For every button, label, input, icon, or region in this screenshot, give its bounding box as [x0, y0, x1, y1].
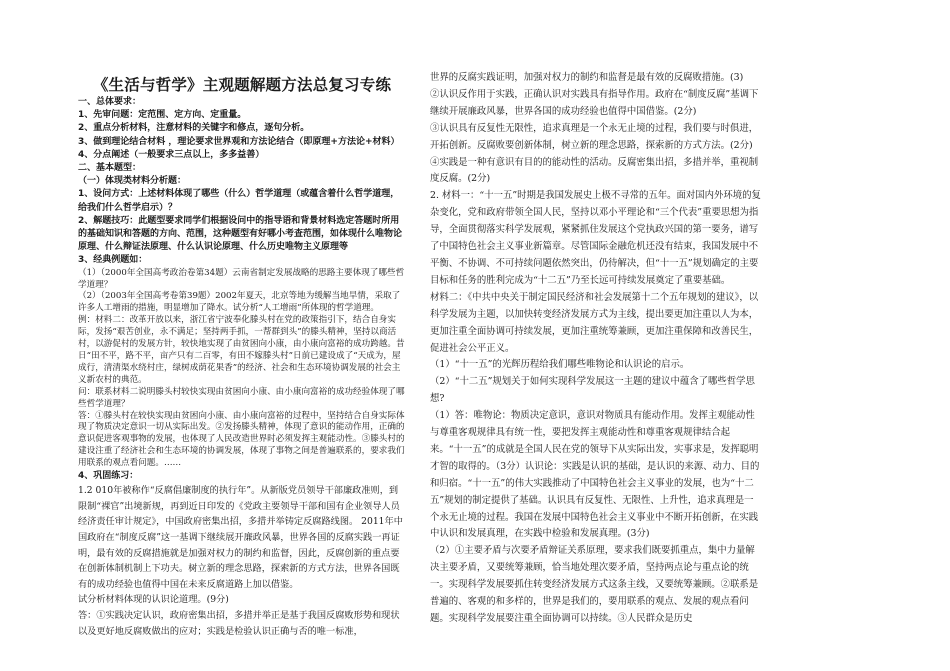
paragraph: ③认识具有反复性无限性，追求真理是一个永无止境的过程，我们要与时俱进，开拓创新。反腐败要创新体制，树立新的理念思路，探索新的方式方法。(2分): [430, 122, 759, 151]
list-item: 1、设问方式：上述材料体现了哪些（什么）哲学道理（或蕴含着什么哲学道理，给我们什么哲学启示）？: [78, 189, 400, 213]
paragraph: （2）（2003年全国高考卷第39题）2002年夏天，北京等地为缓解当地旱情，采取了许多人工增雨的措施，明显增加了降水。试分析“人工增雨”所体现的哲学道理。: [78, 291, 401, 314]
paragraph: 2. 材料一：“十一五”时期是我国发展史上极不寻常的五年。面对国内外环境的复杂变化，党和政府带领全国人民，坚持以邓小平理论和“三个代表”重要思想为指导，全面贯彻落实科学发展观，紧紧抓住发展这个党执政兴国的第一要务，谱写了中国特色社会主义事业新篇章。尽管国际金融危机还没有结束，我国发展中不平衡、不协调、不可持续问题依然突出，仍待解决，但“十一五”规划确定的主要目标和任务的胜利完成为“十二五”乃至长远可持续发展奠定了重要基础。: [430, 190, 761, 286]
left-column: [78, 68, 406, 639]
section-heading: 4、巩固练习：: [78, 471, 139, 482]
paragraph: 问：联系材料二说明滕头村较快实现由贫困向小康、由小康向富裕的成功经验体现了哪些哲学道理？: [78, 386, 405, 409]
subsection-heading: （一）体现类材料分析题：: [78, 176, 187, 187]
paragraph: 例：材料二：改革开放以来，浙江省宁波奉化滕头村在党的政策指引下，结合自身实际，发扬“艰苦创业，永不满足；坚持两手抓，一帮群到头”的滕头精神，坚持以商活村，以游促村的发展方针，较快地实现了由贫困向小康，由小康向富裕的成功跨越。昔日“田不平，路不平，亩产只有二百零，有田不嫁滕头村”日前已建设成了“天成为，屋成行，清清渠水绕村庄，绿树成荫花果香”的经济、社会和生态环境协调发展的社会主义新农村的典范。: [78, 315, 405, 385]
page-title: 《生活与哲学》主观题解题方法总复习专练: [92, 76, 392, 94]
paragraph: （2）“十二五”规划关于如何实现科学发展这一主题的建议中蕴含了哪些哲学思想?: [430, 376, 755, 405]
list-item: 2、解题技巧：此题型要求同学们根据设问中的指导语和背景材料选定答题时所用的基础知识和答题的方向、范围，这种题型有好哪小考查范围，如体现什么唯物论原理、什么辩证法原理、什么认识论原理、什么历史唯物主义原理等: [78, 215, 403, 253]
paragraph: ④实践是一种有意识有目的的能动性的活动。反腐密集出招，多措并举，重视制度反腐。(2分): [430, 156, 759, 185]
practice-block: [78, 483, 406, 639]
list-item: 2、重点分析材料，注意材料的关键字和修点，逐句分析。: [78, 123, 310, 134]
paragraph: （1）（2000年全国高考政治卷第34题）云南省制定发展战略的思路主要体现了哪些哲学道理？: [78, 267, 405, 290]
list-item: 4、分点阐述（一般要求三点以上，多多益善）: [78, 149, 265, 160]
paragraph: 1.2 010年被称作“反腐倡廉制度的执行年”。从新版党员领导干部廉政准则，到限制“裸官”出境新规，再到近日印发的《党政主要领导干部和国有企业领导人员经济责任审计规定》，中国政府密集出招，多措并举铸定反腐路线图。 2011年中国政府在“制度反腐”这一基调下继续展开廉政风暴，世界各国的反腐实践一再证明，最有效的反腐措施就是加强对权力的制约和监督，因此，反腐创新的重点要在创新体制机制上下功夫。树立新的理念思路，探索新的方式方法，世界各国既有的成功经验也值得中国在未来反腐道路上加以借鉴。: [78, 485, 403, 590]
paragraph: 答：①滕头村在较快实现由贫困向小康、由小康向富裕的过程中，坚持结合自身实际体现了物质决定意识一切从实际出发。②发扬滕头精神，体现了意识的能动作用，正确的意识促进客观事物的发展，也体现了人民改造世界时必须发挥主观能动性。③滕头村的建设注重了经济社会和生态环境的协调发展，体现了事物之间是普遍联系的，要求我们用联系的观点看问题。……: [78, 410, 405, 469]
paragraph: （1）答：唯物论：物质决定意识，意识对物质具有能动作用。发挥主观能动性与尊重客观规律具有统一性，要把发挥主观能动性和尊重客观规律结合起来。“十一五”的成就是全国人民在党的领导下从实际出发，实事求是，发挥聪明才智的取得的。（3分）认识论：实践是认识的基础，是认识的来源、动力、目的和归宿。“十一五”的伟大实践推动了中国特色社会主义事业的发展，也为“十二五”规划的制定提供了基础。认识具有反复性、无限性、上升性，追求真理是一个永无止境的过程。我国在发展中国特色社会主义事业中不断开拓创新，在实践中认识和发展真理，在实践中检验和发展真理。(3分): [430, 410, 760, 540]
paragraph: ②认识反作用于实践，正确认识对实践具有指导作用。政府在“制度反腐”基调下继续开展廉政风暴，世界各国的成功经验也值得中国借鉴。(2分): [430, 88, 759, 117]
paragraph: 材料二：《中共中央关于制定国民经济和社会发展第十二个五年规划的建议》，以科学发展为主题，以加快转变经济发展方式为主线，提出要更加注重以人为本，更加注重全面协调可持续发展，更加注重统筹兼顾，更加注重保障和改善民生，促进社会公平正义。: [430, 291, 759, 354]
section-heading: 3、经典例题如：: [78, 255, 148, 266]
list-item: 1、先审问题：定范围、定方向、定重量。: [78, 110, 247, 121]
paragraph: 答：①实践决定认识，政府密集出招，多措并举正是基于我国反腐败形势和现状以及更好地反腐败做出的应对；实践是检验认识正确与否的唯一标准，: [78, 610, 400, 637]
paragraph: （1）“十一五”的光辉历程给我们哪些唯物论和认识论的启示。: [430, 359, 690, 371]
section-heading: 二、基本题型：: [78, 163, 142, 174]
list-item: 3、做到理论结合材料 ，理论要求世界观和方法论结合（即原理+方法论+材料）: [78, 136, 400, 147]
paragraph: （2）①主要矛盾与次要矛盾辩证关系原理，要求我们既要抓重点，集中力量解决主要矛盾，又要统筹兼顾，恰当地处理次要矛盾，坚持两点论与重点论的统一。实现科学发展要抓住转变经济发展方式这条主线，又要统筹兼顾。②联系是普遍的、客观的和多样的，世界是我们的，要用联系的观点、发展的观点看问题。实现科学发展要注重全面协调可以持续。③人民群众是历史: [430, 545, 759, 624]
section-heading: 一、总体要求：: [78, 97, 142, 107]
right-column: [430, 70, 762, 628]
paragraph: 世界的反腐实践证明，加强对权力的制约和监督是最有效的反腐败措施。(3): [430, 72, 744, 83]
paragraph: 试分析材料体现的认识论道理。(9分): [78, 594, 229, 606]
example-block: [78, 268, 406, 470]
